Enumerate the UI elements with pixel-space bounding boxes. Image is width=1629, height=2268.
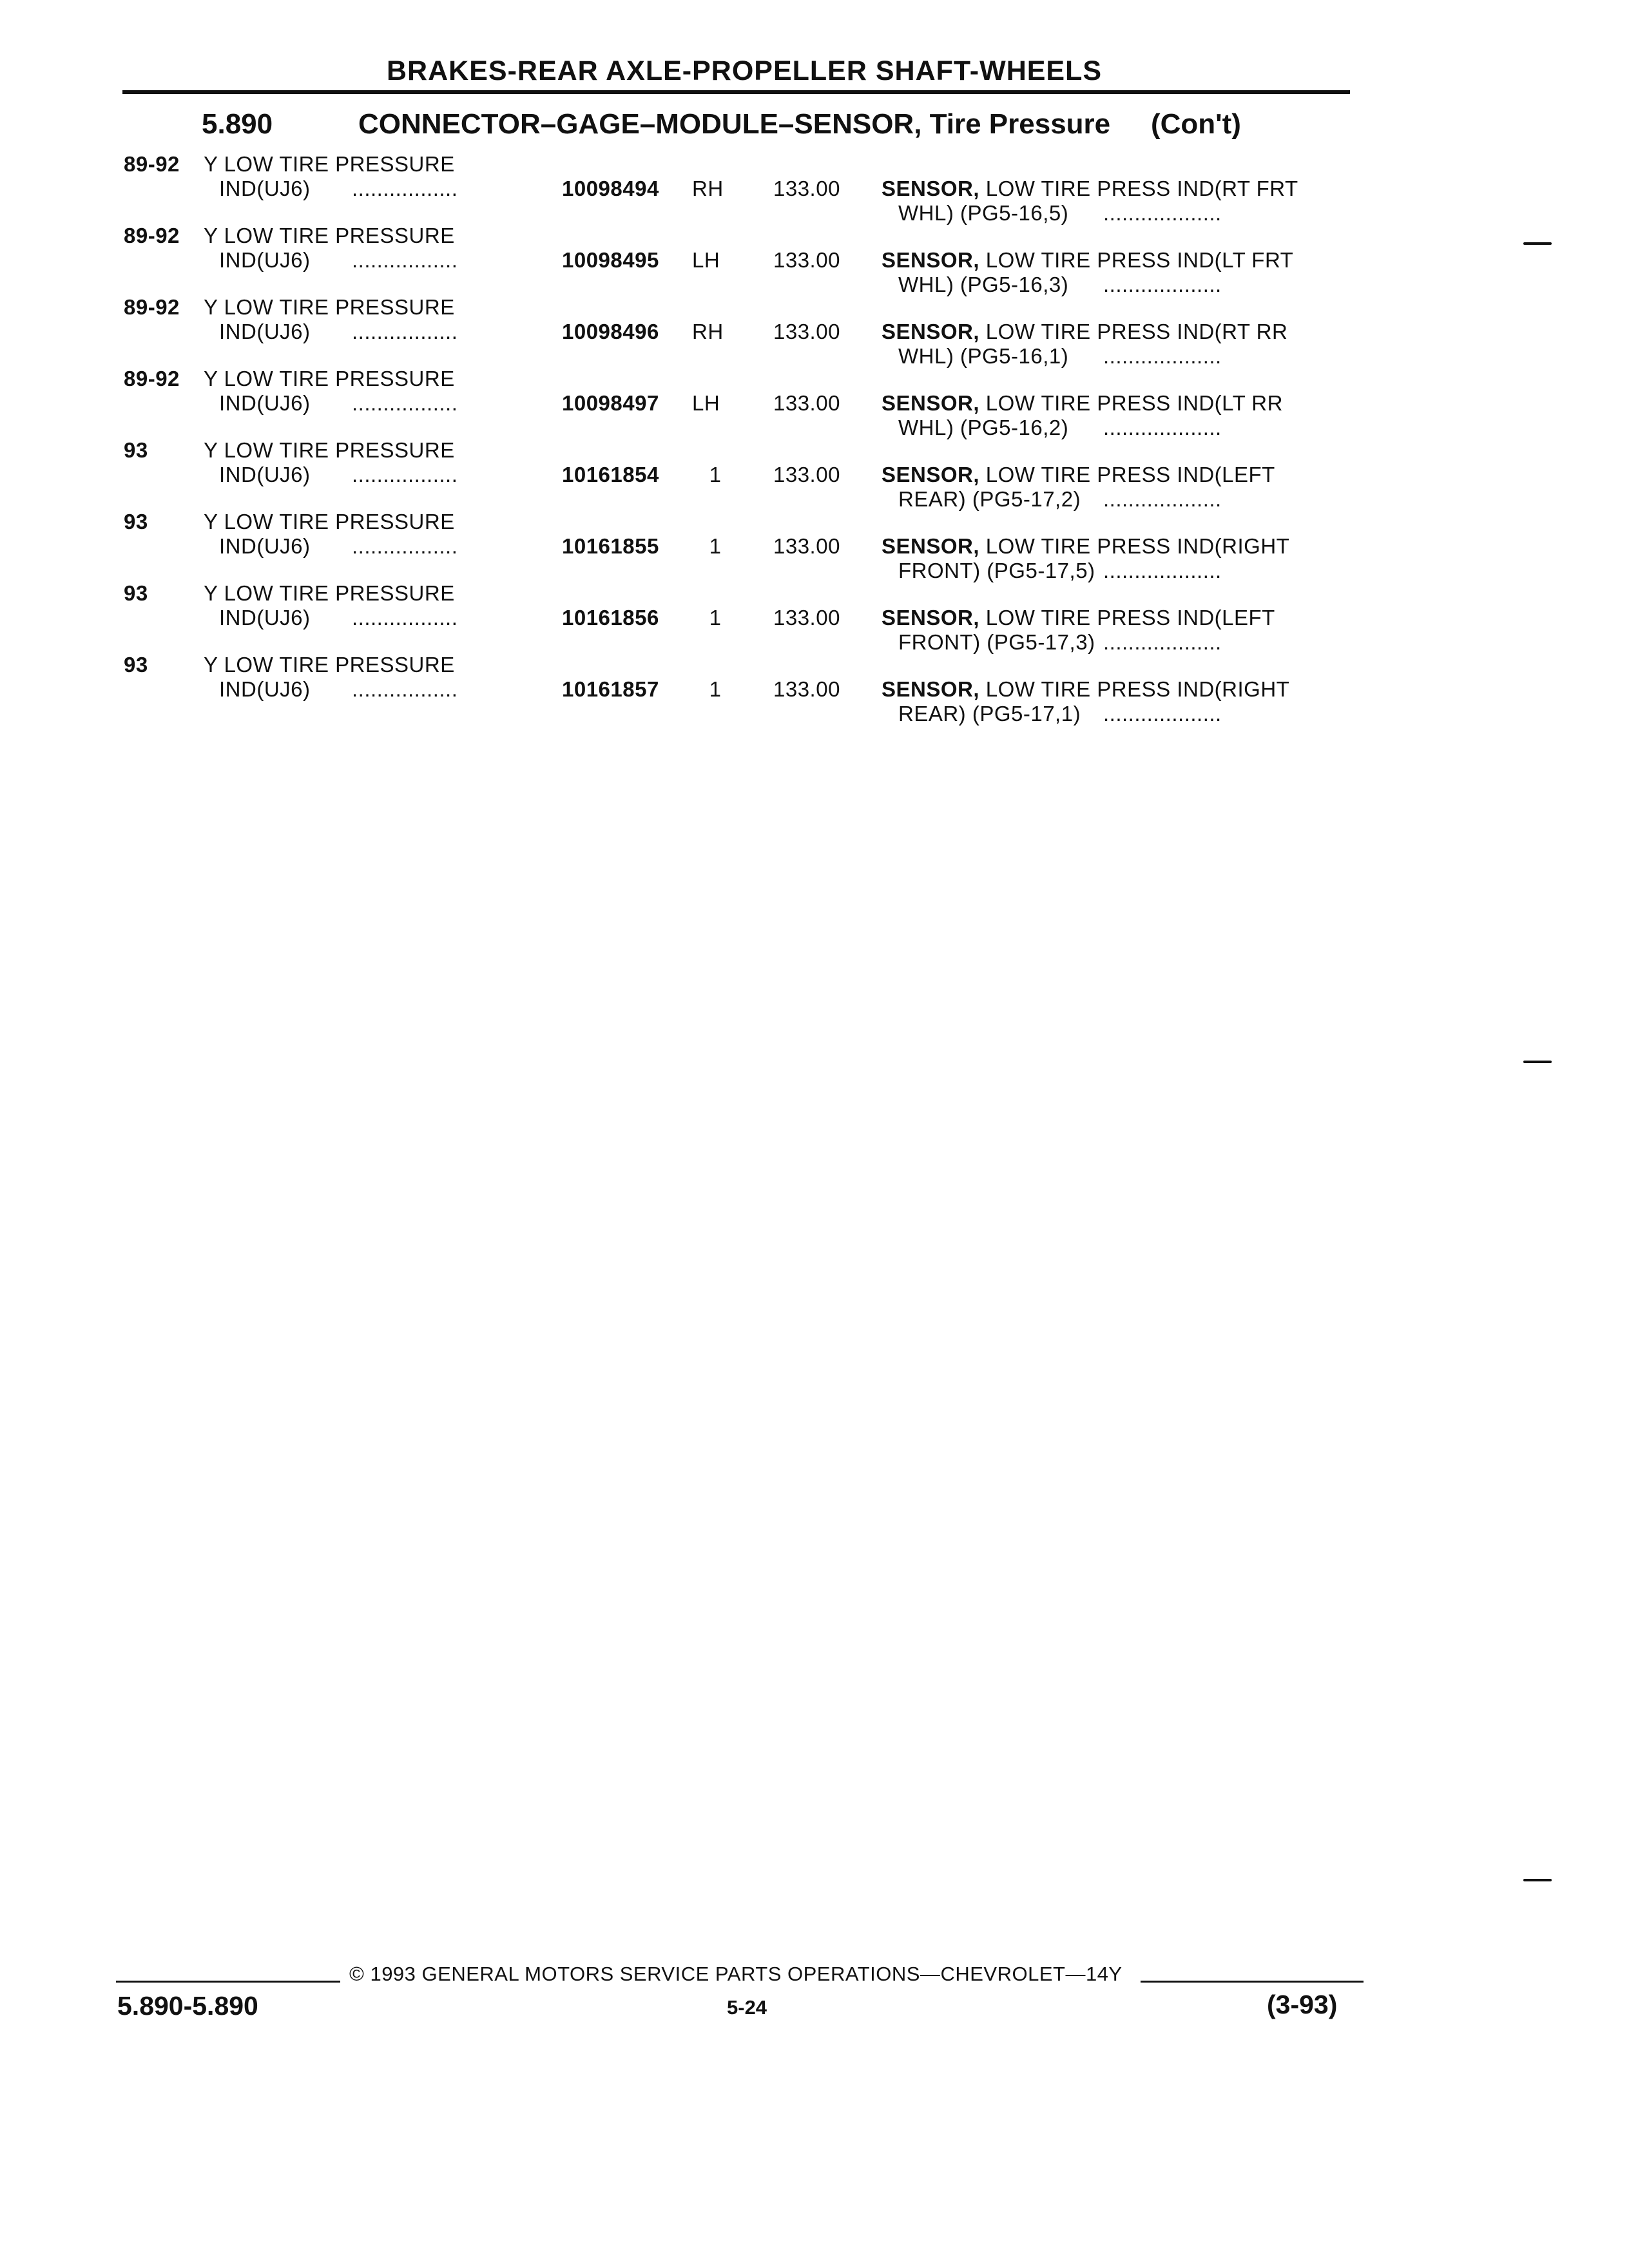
entry-sensor-location: WHL) (PG5-16,5) [898,201,1069,225]
entry-option-code: IND(UJ6) [219,606,311,629]
entry-model-description: Y LOW TIRE PRESSURE [204,581,455,605]
entry-sensor-label: SENSOR, [882,606,980,629]
entry-sensor-text: LOW TIRE PRESS IND(RIGHT [985,534,1290,558]
entry-sensor-text: LOW TIRE PRESS IND(RT FRT [985,177,1298,200]
entry-sensor-text: LOW TIRE PRESS IND(LT FRT [985,248,1294,272]
footer-copyright: © 1993 GENERAL MOTORS SERVICE PARTS OPERATIONS—CHEVROLET—14Y [349,1963,1123,1985]
entry-quantity: 1 [709,534,722,558]
entry-quantity: LH [692,248,720,272]
entry-part-number: 10098497 [562,391,659,415]
part-entry [0,289,1629,368]
footer-rule-left [116,1981,340,1983]
footer-section-range: 5.890-5.890 [117,1991,258,2021]
entry-sensor-description [882,248,1293,273]
entry-sensor-location: FRONT) (PG5-17,3) [898,630,1095,654]
leader-dots: ................. [352,248,458,272]
entry-price: 133.00 [773,248,840,272]
entry-sensor-description [882,391,1283,416]
entry-year: 89-92 [124,367,180,390]
leader-dots: ................. [352,677,458,701]
entry-option-code: IND(UJ6) [219,320,311,343]
footer-page-number: 5-24 [727,1996,767,2019]
entry-option-code: IND(UJ6) [219,463,311,486]
entry-quantity: 1 [709,606,722,629]
margin-mark [1523,1879,1552,1881]
part-entry [0,503,1629,582]
entry-sensor-location: WHL) (PG5-16,2) [898,416,1069,439]
entry-option-code: IND(UJ6) [219,248,311,272]
section-subtitle: Tire Pressure [929,108,1111,140]
entry-model-description: Y LOW TIRE PRESSURE [204,438,455,462]
entry-model-description: Y LOW TIRE PRESSURE [204,224,455,247]
part-entry [0,575,1629,654]
entry-year: 93 [124,438,148,462]
entry-sensor-location: REAR) (PG5-17,1) [898,702,1081,726]
entry-sensor-label: SENSOR, [882,463,980,486]
entry-price: 133.00 [773,606,840,629]
entry-quantity: 1 [709,677,722,701]
section-title [358,108,1110,140]
entry-sensor-text: LOW TIRE PRESS IND(RT RR [985,320,1288,343]
entry-sensor-label: SENSOR, [882,177,980,200]
entry-price: 133.00 [773,463,840,486]
part-entry [0,360,1629,439]
entry-part-number: 10098496 [562,320,659,343]
entry-model-description: Y LOW TIRE PRESSURE [204,152,455,176]
entry-price: 133.00 [773,320,840,343]
entry-quantity: LH [692,391,720,415]
leader-dots: ................. [352,177,458,200]
part-entry [0,432,1629,511]
entry-sensor-location: WHL) (PG5-16,3) [898,273,1069,296]
entry-part-number: 10161854 [562,463,659,486]
leader-dots: ................. [352,320,458,343]
section-title-text: CONNECTOR–GAGE–MODULE–SENSOR, [358,108,922,140]
entry-part-number: 10161857 [562,677,659,701]
header-rule [122,90,1350,94]
entry-model-description: Y LOW TIRE PRESSURE [204,653,455,677]
entry-model-description: Y LOW TIRE PRESSURE [204,295,455,319]
entry-part-number: 10098494 [562,177,659,200]
section-continued-label: (Con't) [1151,108,1241,140]
entry-sensor-label: SENSOR, [882,391,980,415]
footer-rule-right [1141,1981,1364,1983]
footer-revision-date: (3-93) [1267,1990,1338,2019]
entry-sensor-label: SENSOR, [882,320,980,343]
entry-sensor-location: REAR) (PG5-17,2) [898,487,1081,511]
entry-price: 133.00 [773,534,840,558]
entry-sensor-text: LOW TIRE PRESS IND(LT RR [985,391,1283,415]
leader-dots: ................... [1103,630,1222,654]
entry-sensor-label: SENSOR, [882,248,980,272]
entry-part-number: 10161855 [562,534,659,558]
section-number: 5.890 [202,108,273,140]
entry-sensor-label: SENSOR, [882,534,980,558]
entry-price: 133.00 [773,177,840,200]
margin-mark [1523,242,1552,245]
entry-year: 93 [124,653,148,677]
leader-dots: ................... [1103,344,1222,368]
margin-mark [1523,1061,1552,1063]
entry-part-number: 10098495 [562,248,659,272]
entry-sensor-location: WHL) (PG5-16,1) [898,344,1069,368]
leader-dots: ................... [1103,416,1222,439]
entry-year: 89-92 [124,152,180,176]
entry-sensor-label: SENSOR, [882,677,980,701]
part-entry [0,146,1629,225]
leader-dots: ................... [1103,559,1222,582]
entry-year: 93 [124,581,148,605]
entry-sensor-text: LOW TIRE PRESS IND(RIGHT [985,677,1290,701]
leader-dots: ................. [352,534,458,558]
entry-price: 133.00 [773,391,840,415]
entry-sensor-text: LOW TIRE PRESS IND(LEFT [985,463,1275,486]
entry-quantity: RH [692,320,724,343]
entry-sensor-description [882,177,1298,201]
part-entry [0,217,1629,296]
leader-dots: ................. [352,606,458,629]
entry-sensor-description [882,677,1289,702]
entry-sensor-description [882,606,1275,630]
leader-dots: ................... [1103,201,1222,225]
entry-year: 89-92 [124,295,180,319]
entry-option-code: IND(UJ6) [219,177,311,200]
entry-model-description: Y LOW TIRE PRESSURE [204,510,455,533]
entry-sensor-text: LOW TIRE PRESS IND(LEFT [985,606,1275,629]
entry-sensor-description [882,463,1275,487]
entry-model-description: Y LOW TIRE PRESSURE [204,367,455,390]
entry-part-number: 10161856 [562,606,659,629]
entry-option-code: IND(UJ6) [219,677,311,701]
leader-dots: ................... [1103,487,1222,511]
entry-option-code: IND(UJ6) [219,534,311,558]
page-header-title: BRAKES-REAR AXLE-PROPELLER SHAFT-WHEELS [387,55,1103,86]
entry-sensor-location: FRONT) (PG5-17,5) [898,559,1095,582]
leader-dots: ................. [352,463,458,486]
entry-quantity: RH [692,177,724,200]
entry-option-code: IND(UJ6) [219,391,311,415]
entry-year: 89-92 [124,224,180,247]
leader-dots: ................... [1103,273,1222,296]
entry-year: 93 [124,510,148,533]
entry-sensor-description [882,320,1287,344]
entry-quantity: 1 [709,463,722,486]
entry-sensor-description [882,534,1289,559]
leader-dots: ................. [352,391,458,415]
entry-price: 133.00 [773,677,840,701]
part-entry [0,646,1629,726]
leader-dots: ................... [1103,702,1222,726]
